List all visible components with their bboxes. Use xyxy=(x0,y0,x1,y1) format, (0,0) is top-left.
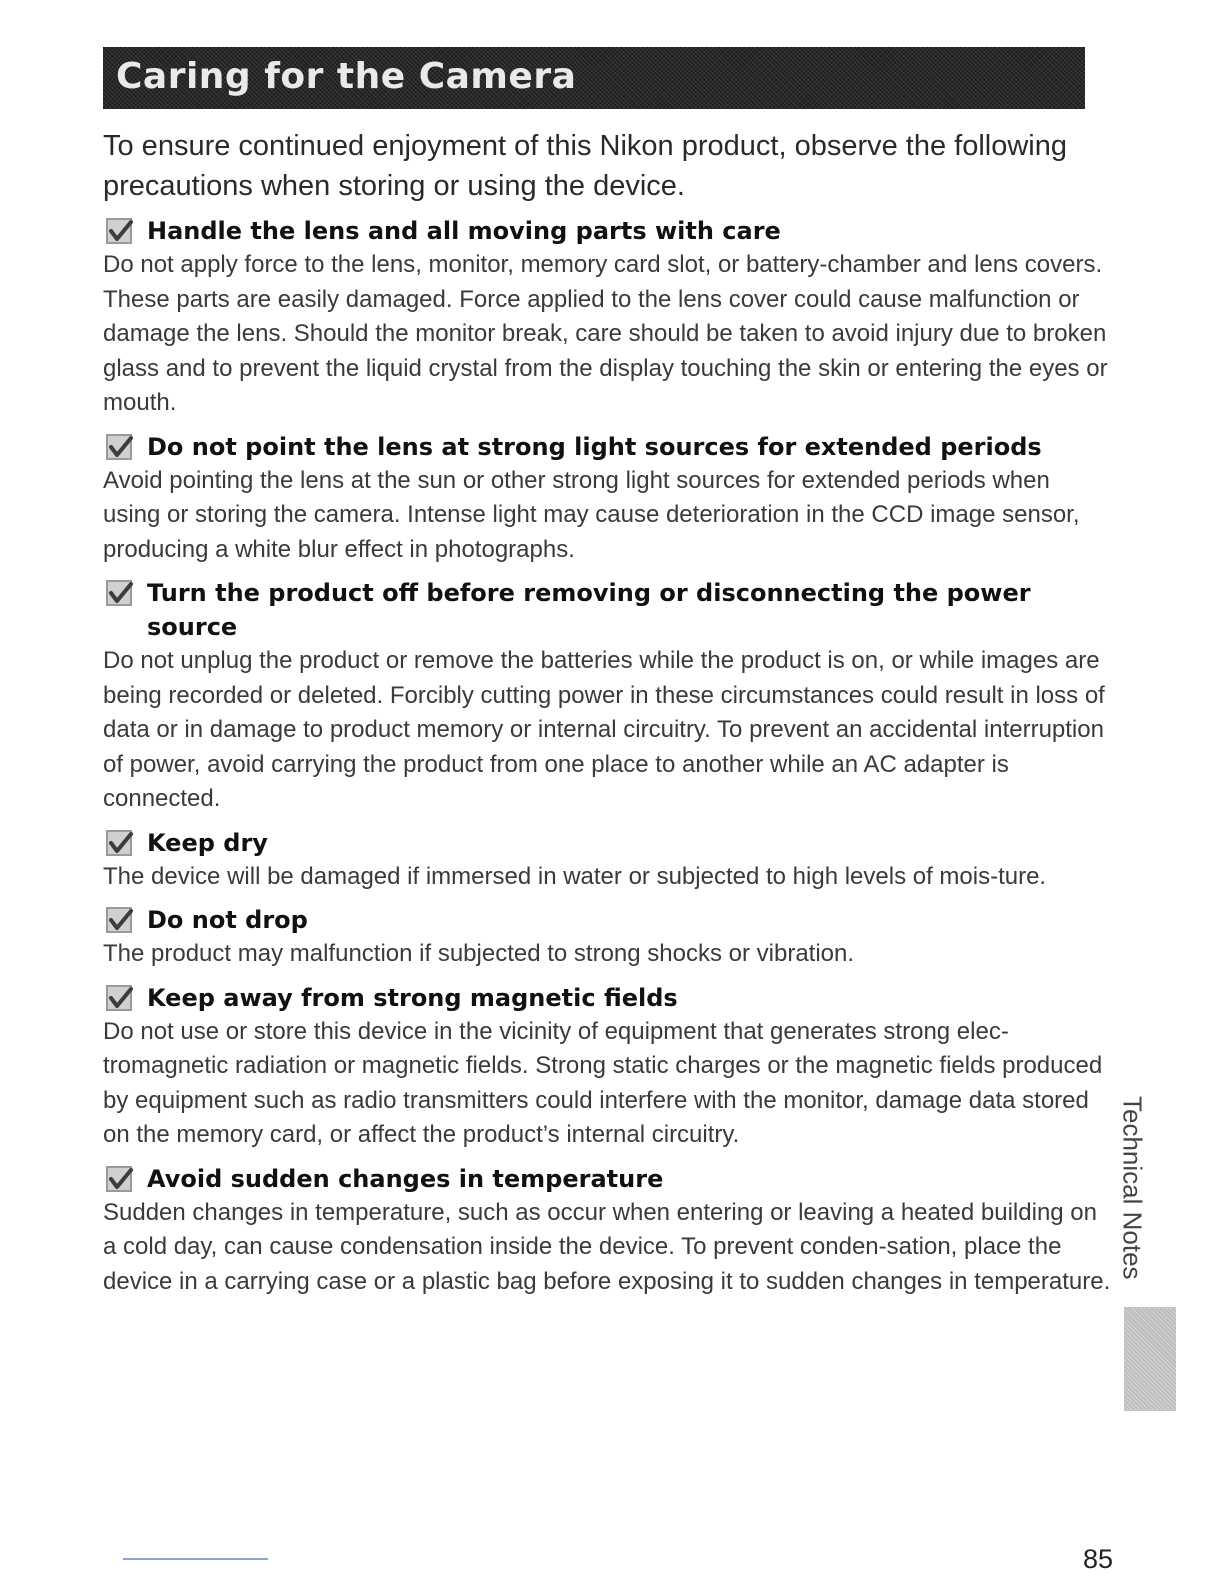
section-heading: Avoid sudden changes in temperature xyxy=(147,1164,664,1193)
section-heading-row xyxy=(103,576,1113,644)
section-body: The product may malfunction if subjected to strong shocks or vibration. xyxy=(103,940,855,967)
page-title: Caring for the Camera xyxy=(116,56,577,97)
section-body: Do not use or store this device in the vicinity of equipment that generates strong elec-tromagnetic radiation or magnetic fields. Strong static charges or the magnetic fields produced by equipment such as radio transmitters could interfere with the monitor, damage data stored on the memory card, or affect the product’s internal circuitry. xyxy=(103,1017,1103,1148)
section-body: Sudden changes in temperature, such as occur when entering or leaving a heated building on a cold day, can cause condensation inside the device. To prevent conden-sation, place the device in a carrying case or a plastic bag before exposing it to sudden changes in temperature. xyxy=(103,1198,1111,1295)
page-title-banner xyxy=(103,47,1085,109)
side-tab-marker xyxy=(1124,1307,1176,1411)
caution-section xyxy=(103,576,1113,817)
page-number: 85 xyxy=(1082,1544,1113,1574)
section-heading: Turn the product off before removing or disconnecting the power source xyxy=(147,579,1031,641)
caution-section xyxy=(103,430,1113,568)
intro-paragraph: To ensure continued enjoyment of this Nikon product, observe the following precautions when storing or using the device. xyxy=(103,130,1068,202)
section-heading: Keep dry xyxy=(147,828,268,857)
caution-section xyxy=(103,826,1113,895)
section-heading-row xyxy=(103,1162,1113,1196)
caution-check-icon xyxy=(105,906,135,936)
footer-rule xyxy=(123,1558,268,1560)
section-heading-row xyxy=(103,903,1113,937)
section-body: Do not apply force to the lens, monitor, memory card slot, or battery-chamber and lens covers. These parts are easily damaged. Force applied to the lens cover could cause malfunction or damage the lens. Should the monitor break, care should be taken to avoid injury due to broken glass and to prevent the liquid crystal from the display touching the skin or entering the eyes or mouth. xyxy=(103,251,1108,416)
section-heading: Do not drop xyxy=(147,906,308,934)
section-heading: Keep away from strong magnetic fields xyxy=(147,983,678,1012)
caution-check-icon xyxy=(105,1165,135,1195)
section-body: The device will be damaged if immersed in water or subjected to high levels of mois-ture. xyxy=(103,862,1047,890)
side-tab-label: Technical Notes xyxy=(1117,1095,1148,1280)
section-body: Do not unplug the product or remove the batteries while the product is on, or while images are being recorded or deleted. Forcibly cutting power in these circumstances could result in loss of data or in damage to product memory or internal circuitry. To prevent an accidental interruption of power, avoid carrying the product from one place to another while an AC adapter is connected. xyxy=(103,647,1105,812)
caution-section xyxy=(103,903,1113,972)
caution-check-icon xyxy=(105,829,135,859)
page-content xyxy=(103,126,1113,1308)
section-heading-row xyxy=(103,214,1113,248)
section-heading: Do not point the lens at strong light sources for extended periods xyxy=(147,432,1042,461)
caution-section xyxy=(103,981,1113,1153)
caution-section xyxy=(103,1162,1113,1300)
side-tab xyxy=(1110,1075,1154,1300)
section-heading: Handle the lens and all moving parts with care xyxy=(147,217,781,245)
section-heading-row xyxy=(103,430,1113,464)
section-heading-row xyxy=(103,981,1113,1015)
caution-check-icon xyxy=(105,579,135,609)
caution-check-icon xyxy=(105,217,135,247)
section-heading-row xyxy=(103,826,1113,860)
caution-check-icon xyxy=(105,433,135,463)
caution-check-icon xyxy=(105,984,135,1014)
section-body: Avoid pointing the lens at the sun or other strong light sources for extended periods when using or storing the camera. Intense light may cause deterioration in the CCD image sensor, producing a white blur effect in photographs. xyxy=(103,466,1080,563)
caution-section xyxy=(103,214,1113,421)
